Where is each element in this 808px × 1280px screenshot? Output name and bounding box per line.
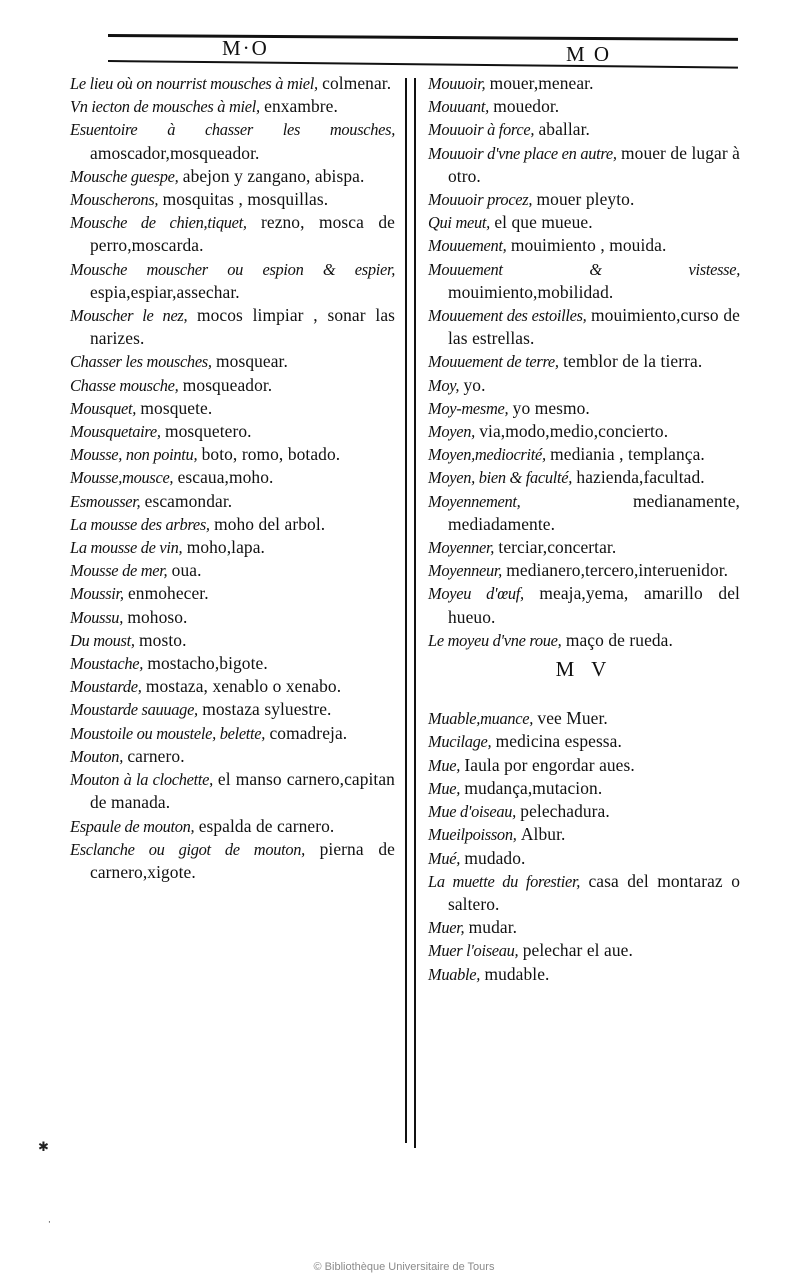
french-headword: Qui meut, (428, 213, 490, 233)
dictionary-entry (70, 420, 395, 443)
french-headword: Mouuoir d'vne place en autre, (428, 143, 617, 163)
dictionary-entry (70, 374, 395, 397)
french-headword: Moyen, bien & faculté, (428, 468, 573, 488)
french-headword: Muable,muance, (428, 709, 534, 729)
dictionary-entry (428, 234, 740, 257)
french-headword: Moustoile ou moustele, belette, (70, 723, 266, 743)
dictionary-entry (428, 847, 740, 870)
dictionary-entry (428, 754, 740, 777)
dictionary-entry (70, 466, 395, 489)
spanish-translation: moho del arbol. (214, 513, 326, 534)
spanish-translation: enxambre. (264, 96, 338, 117)
running-head-right: M O (566, 42, 612, 66)
spanish-translation: mouimiento,curso de las estrellas. (448, 305, 740, 349)
french-headword: Mousquet, (70, 398, 137, 418)
dictionary-entry (70, 188, 395, 211)
dictionary-entry (70, 815, 395, 838)
spanish-translation: comadreja. (269, 722, 348, 743)
french-headword: Le moyeu d'vne roue, (428, 630, 562, 650)
french-headword: Moustache, (70, 654, 144, 674)
french-headword: Mouuoir procez, (428, 190, 533, 210)
dictionary-entry (70, 95, 395, 118)
dictionary-entry (428, 258, 740, 304)
spanish-translation: mostaza, xenablo o xenabo. (145, 676, 342, 697)
french-headword: La mousse des arbres, (70, 514, 210, 534)
french-headword: Mouuement, (428, 236, 507, 256)
french-headword: Moyen,mediocrité, (428, 445, 546, 465)
dictionary-entry (70, 443, 395, 466)
spanish-translation: rezno, mosca de perro,moscarda. (90, 212, 395, 256)
copyright-footer: © Bibliothèque Universitaire de Tours (313, 1261, 495, 1273)
dictionary-entry (428, 490, 740, 536)
spanish-translation: medianero,tercero,interuenidor. (506, 560, 729, 581)
spanish-translation: mostaza syluestre. (202, 699, 332, 720)
spanish-translation: mosto. (139, 629, 187, 650)
spanish-translation: pierna de carnero,xigote. (90, 838, 395, 882)
dictionary-entry (70, 513, 395, 536)
spanish-translation: mudar. (468, 917, 518, 938)
header-rule-bottom (108, 60, 738, 69)
french-headword: Mouscher le nez, (70, 306, 188, 326)
french-headword: Vn iecton de mousches à miel, (70, 97, 260, 117)
spanish-translation: mudable. (484, 963, 550, 984)
column-divider-inner (414, 78, 416, 1148)
dictionary-entry (428, 536, 740, 559)
spanish-translation: vee Muer. (537, 708, 608, 729)
right-column (428, 72, 740, 986)
french-headword: Mouuant, (428, 97, 489, 117)
french-headword: Mousche de chien,tiquet, (70, 213, 247, 233)
spanish-translation: mosquear. (216, 351, 288, 372)
french-headword: Mue, (428, 778, 461, 798)
french-headword: Esmousser, (70, 491, 141, 511)
dictionary-entry (428, 72, 740, 95)
french-headword: Mousche guespe, (70, 166, 179, 186)
french-headword: Mousse, non pointu, (70, 445, 198, 465)
dictionary-entry (70, 118, 395, 164)
dictionary-entry (70, 652, 395, 675)
french-headword: Mouuement des estoilles, (428, 306, 587, 326)
spanish-translation: mohoso. (127, 606, 188, 627)
dictionary-entry (70, 211, 395, 257)
french-headword: Moyennement, (428, 491, 521, 511)
dictionary-entry (428, 916, 740, 939)
spanish-translation: terciar,concertar. (498, 537, 617, 558)
spanish-translation: yo. (463, 374, 486, 395)
french-headword: Muable, (428, 964, 481, 984)
dictionary-entry (428, 420, 740, 443)
spanish-translation: casa del montaraz o saltero. (448, 870, 740, 914)
dictionary-entry (428, 374, 740, 397)
ink-speck: ✱ (38, 1140, 49, 1155)
spanish-translation: Albur. (520, 824, 566, 845)
french-headword: Mousse,mousce, (70, 468, 174, 488)
dictionary-entry (428, 142, 740, 188)
dictionary-entry (70, 350, 395, 373)
french-headword: Moustarde sauuage, (70, 700, 198, 720)
spanish-translation: mudado. (464, 847, 526, 868)
spanish-translation: mouedor. (493, 96, 560, 117)
dictionary-entry (428, 707, 740, 730)
french-headword: Moy-mesme, (428, 398, 509, 418)
french-headword: Mucilage, (428, 732, 492, 752)
spanish-translation: oua. (171, 560, 202, 581)
dictionary-entry (70, 559, 395, 582)
spanish-translation: maço de rueda. (565, 629, 673, 650)
dictionary-entry (70, 629, 395, 652)
french-headword: Muer, (428, 918, 465, 938)
french-headword: Mue d'oiseau, (428, 802, 516, 822)
dictionary-entry (70, 165, 395, 188)
spanish-translation: espalda de carnero. (198, 815, 335, 836)
spanish-translation: mouer de lugar à otro. (448, 142, 741, 186)
french-headword: Chasse mousche, (70, 375, 179, 395)
spanish-translation: mosqueador. (182, 374, 273, 395)
spanish-translation: mudança,mutacion. (464, 777, 603, 798)
spanish-translation: enmohecer. (127, 583, 209, 604)
dictionary-entry (70, 304, 395, 350)
spanish-translation: pelechadura. (520, 801, 610, 822)
dictionary-entry (428, 350, 740, 373)
dictionary-entry (428, 963, 740, 986)
french-headword: Mouuement & vistesse, (428, 259, 740, 279)
french-headword: Mouuoir à force, (428, 120, 535, 140)
dictionary-entry (428, 870, 740, 916)
french-headword: Moyen, (428, 422, 475, 442)
dictionary-entry (428, 211, 740, 234)
spanish-translation: mosquete. (140, 397, 213, 418)
spanish-translation: escamondar. (144, 490, 233, 511)
dictionary-entry (428, 559, 740, 582)
dictionary-entry (428, 443, 740, 466)
french-headword: Moyenneur, (428, 561, 502, 581)
spanish-translation: mediania , templança. (550, 444, 705, 465)
dictionary-entry (70, 72, 395, 95)
dictionary-entry (428, 118, 740, 141)
french-headword: La muette du forestier, (428, 871, 581, 891)
dictionary-entry (70, 675, 395, 698)
spanish-translation: mouimiento,mobilidad. (448, 281, 614, 302)
dictionary-entry (70, 582, 395, 605)
column-divider (405, 78, 407, 1143)
french-headword: Mouuement de terre, (428, 352, 559, 372)
french-headword: La mousse de vin, (70, 538, 183, 558)
dictionary-entry (70, 745, 395, 768)
spanish-translation: mouimiento , mouida. (510, 235, 667, 256)
spanish-translation: medicina espessa. (495, 731, 622, 752)
spanish-translation: boto, romo, botado. (201, 444, 341, 465)
french-headword: Mousquetaire, (70, 422, 161, 442)
dictionary-entry (428, 466, 740, 489)
right-column-mv-entries (428, 707, 740, 985)
dictionary-entry (70, 698, 395, 721)
header-rule-top (108, 34, 738, 41)
spanish-translation: amoscador,mosqueador. (90, 142, 260, 163)
dictionary-entry (70, 606, 395, 629)
spanish-translation: hazienda,facultad. (576, 467, 705, 488)
spanish-translation: el que mueue. (494, 212, 593, 233)
french-headword: Le lieu où on nourrist mousches à miel, (70, 74, 318, 93)
running-head-left: M·O (222, 36, 269, 60)
dictionary-entry (70, 397, 395, 420)
french-headword: Esuentoire à chasser les mousches, (70, 120, 395, 140)
dictionary-entry (428, 397, 740, 420)
dictionary-entry (70, 768, 395, 814)
spanish-translation: carnero. (127, 745, 185, 766)
spanish-translation: mosquetero. (165, 421, 252, 442)
french-headword: Espaule de mouton, (70, 816, 195, 836)
dictionary-entry (428, 823, 740, 846)
french-headword: Moy, (428, 375, 460, 395)
french-headword: Mouton, (70, 746, 123, 766)
french-headword: Mouuoir, (428, 74, 486, 93)
spanish-translation: espia,espiar,assechar. (90, 281, 240, 302)
dictionary-entry (428, 95, 740, 118)
spanish-translation: mostacho,bigote. (147, 653, 268, 674)
french-headword: Mué, (428, 848, 461, 868)
spanish-translation: yo mesmo. (512, 397, 590, 418)
dictionary-entry (70, 258, 395, 304)
dictionary-entry (428, 730, 740, 753)
spanish-translation: mouer pleyto. (536, 189, 635, 210)
french-headword: Mouton à la clochette, (70, 770, 213, 790)
french-headword: Moyenner, (428, 538, 495, 558)
dictionary-entry (428, 304, 740, 350)
spanish-translation: medianamente, mediadamente. (448, 490, 740, 534)
spanish-translation: pelechar el aue. (522, 940, 633, 961)
spanish-translation: temblor de la tierra. (563, 351, 703, 372)
spanish-translation: moho,lapa. (186, 537, 265, 558)
dictionary-entry (428, 777, 740, 800)
dictionary-entry (428, 582, 740, 628)
ink-speck: · (48, 1218, 51, 1228)
spanish-translation: meaja,yema, amarillo del hueuo. (448, 583, 740, 627)
section-heading-mv: M V (555, 657, 613, 682)
spanish-translation: via,modo,medio,concierto. (479, 421, 669, 442)
spanish-translation: el manso carnero,capitan de manada. (90, 769, 395, 813)
dictionary-entry (428, 939, 740, 962)
dictionary-entry (428, 800, 740, 823)
french-headword: Moustarde, (70, 677, 142, 697)
french-headword: Mousche mouscher ou espion & espier, (70, 259, 395, 279)
dictionary-entry (428, 188, 740, 211)
spanish-translation: mouer,menear. (489, 73, 594, 93)
spanish-translation: Iaula por engordar aues. (464, 754, 635, 775)
right-column-mo-entries (428, 72, 740, 652)
spanish-translation: mocos limpiar , sonar las narizes. (90, 305, 396, 349)
spanish-translation: colmenar. (322, 73, 392, 93)
dictionary-entry (428, 629, 740, 652)
left-column (70, 72, 395, 884)
french-headword: Mousse de mer, (70, 561, 168, 581)
spanish-translation: abejon y zangano, abispa. (182, 165, 365, 186)
dictionary-entry (70, 838, 395, 884)
french-headword: Chasser les mousches, (70, 352, 212, 372)
french-headword: Mue, (428, 755, 461, 775)
french-headword: Moussir, (70, 584, 124, 604)
french-headword: Moussu, (70, 607, 123, 627)
french-headword: Muer l'oiseau, (428, 941, 519, 961)
dictionary-entry (70, 490, 395, 513)
dictionary-entry (70, 722, 395, 745)
spanish-translation: aballar. (538, 119, 590, 140)
french-headword: Mueilpoisson, (428, 825, 517, 845)
french-headword: Du moust, (70, 630, 135, 650)
french-headword: Mouscherons, (70, 190, 159, 210)
french-headword: Esclanche ou gigot de mouton, (70, 839, 305, 859)
french-headword: Moyeu d'œuf, (428, 584, 524, 604)
dictionary-entry (70, 536, 395, 559)
spanish-translation: escaua,moho. (177, 467, 274, 488)
spanish-translation: mosquitas , mosquillas. (162, 189, 329, 210)
